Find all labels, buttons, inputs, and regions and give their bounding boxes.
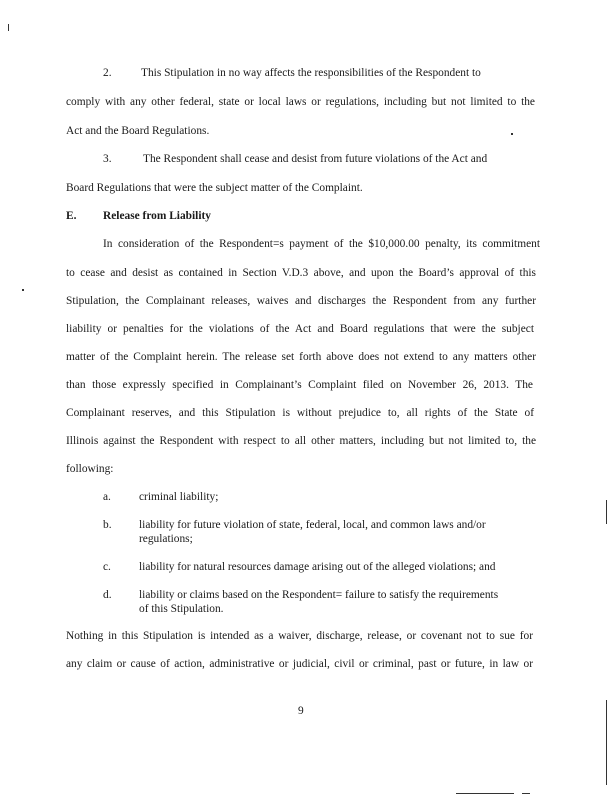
list-item-b-text-1: liability for future violation of state, federal, local, and common laws and/or [139,519,486,531]
scan-edge-mark [522,793,530,794]
scan-speck [511,133,513,135]
release-line-3: Stipulation, the Complainant releases, waives and discharges the Respondent from any further [66,295,536,307]
section-title: Release from Liability [103,210,211,222]
scan-edge-mark [606,700,607,785]
release-line-6: than those expressly specified in Complainant’s Complaint filed on November 26, 2013. The [66,379,533,391]
list-item-d-text-1: liability or claims based on the Respondent= failure to satisfy the requirements [139,589,499,601]
closing-line-1: Nothing in this Stipulation is intended as a waiver, discharge, release, or covenant not to sue for [66,630,533,642]
list-item-a-text: criminal liability; [139,491,219,503]
list-item-a-letter: a. [103,491,111,503]
list-item-c-text: liability for natural resources damage arising out of the alleged violations; and [139,561,496,573]
release-line-4: liability or penalties for the violations of the Act and Board regulations that were the subject [66,323,534,335]
scan-speck [8,24,9,31]
release-line-9: following: [66,463,114,475]
list-item-b-text-2: regulations; [139,533,193,545]
release-line-7: Complainant reserves, and this Stipulation is without prejudice to, all rights of the State of [66,407,534,419]
page-number: 9 [298,705,304,717]
para2-line-3: Act and the Board Regulations. [66,125,210,137]
para2-line-2: comply with any other federal, state or local laws or regulations, including but not limited to the [66,96,535,108]
list-item-d-text-2: of this Stipulation. [139,603,224,615]
para3-number: 3. [103,153,112,165]
para3-line-1: The Respondent shall cease and desist from future violations of the Act and [143,153,488,165]
scan-speck [22,289,24,291]
release-line-5: matter of the Complaint herein. The release set forth above does not extend to any matters other [66,351,536,363]
release-line-1: In consideration of the Respondent=s payment of the $10,000.00 penalty, its commitment [103,238,540,250]
para3-line-2: Board Regulations that were the subject matter of the Complaint. [66,182,363,194]
list-item-c-letter: c. [103,561,111,573]
scan-edge-mark [456,793,514,794]
closing-line-2: any claim or cause of action, administrative or judicial, civil or criminal, past or future, in law or [66,658,533,670]
scan-edge-mark [606,500,607,524]
list-item-d-letter: d. [103,589,112,601]
list-item-b-letter: b. [103,519,112,531]
release-line-2: to cease and desist as contained in Section V.D.3 above, and upon the Board’s approval of this [66,267,536,279]
release-line-8: Illinois against the Respondent with respect to all other matters, including but not limited to, the [66,435,536,447]
para2-number: 2. [103,67,112,79]
para2-line-1: This Stipulation in no way affects the responsibilities of the Respondent to [141,67,481,79]
section-letter: E. [66,210,77,222]
